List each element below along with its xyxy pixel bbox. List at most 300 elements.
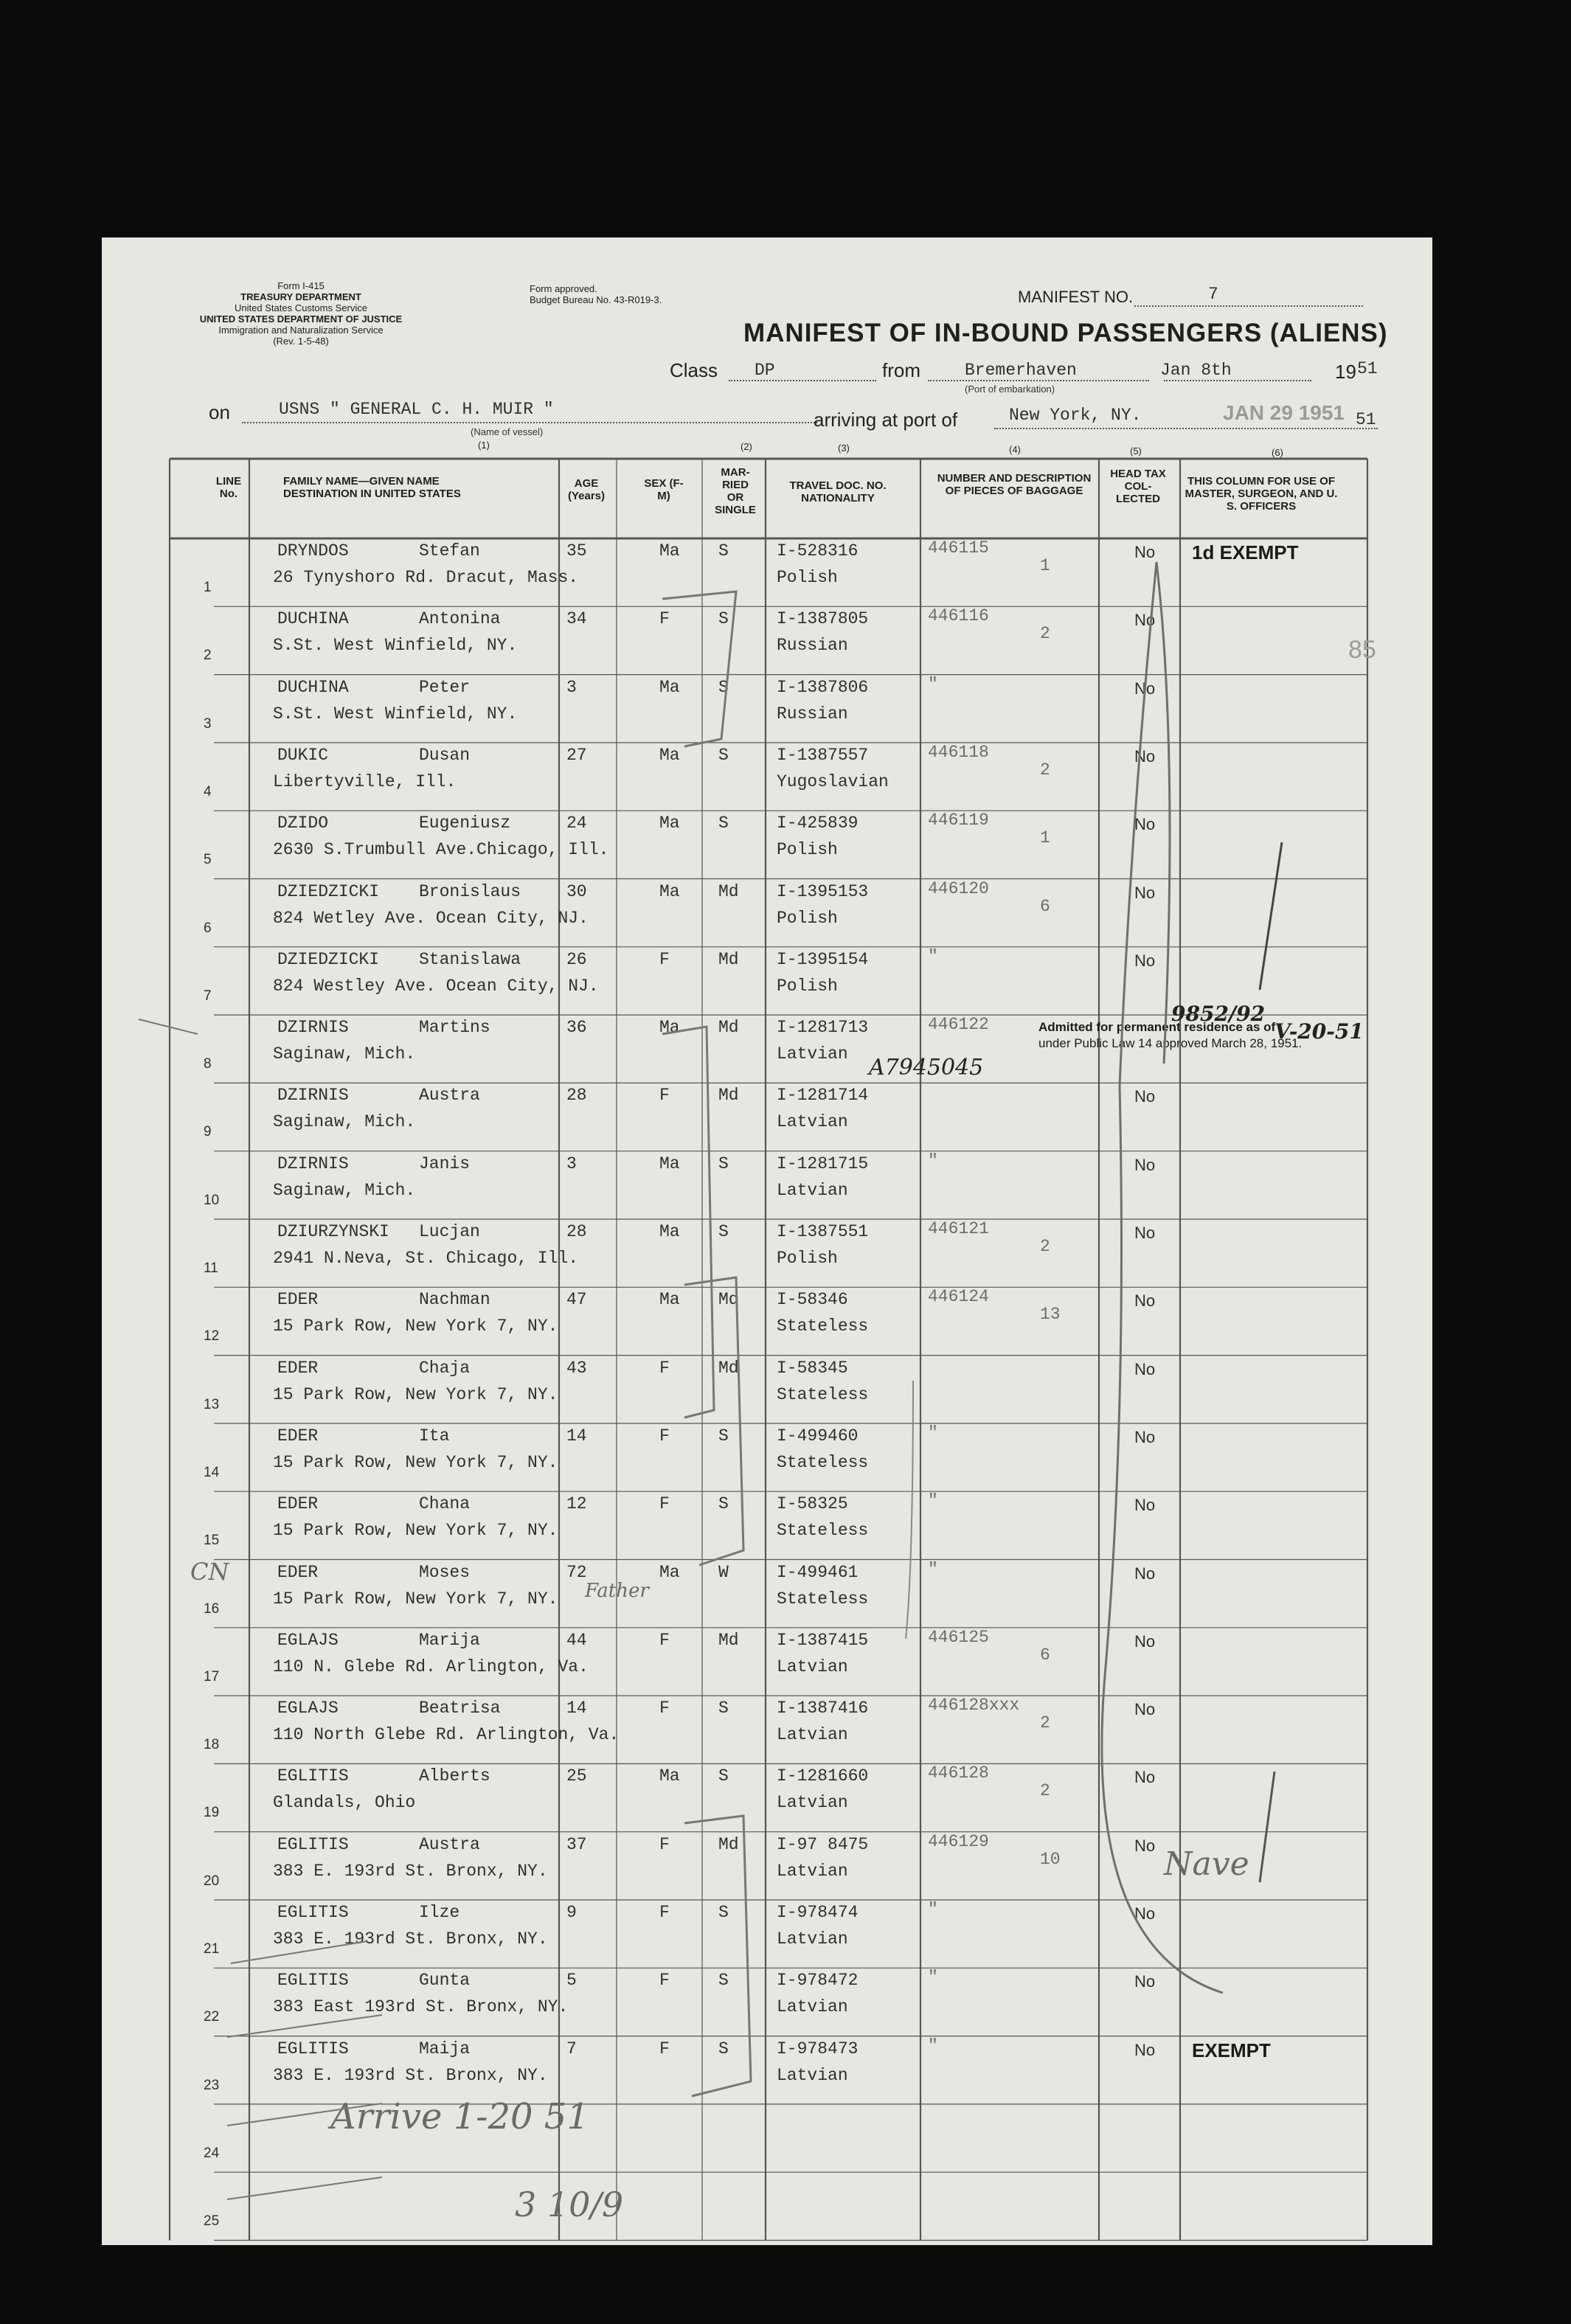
col-header-sex: SEX (F-M) — [644, 477, 684, 502]
nationality: Latvian — [777, 1861, 848, 1881]
baggage-number: " — [928, 2036, 938, 2056]
line-number: 3 — [204, 715, 212, 732]
given-name: Beatrisa — [419, 1699, 501, 1718]
line-number: 16 — [204, 1600, 220, 1617]
line-number: 20 — [204, 1873, 220, 1889]
given-name: Ita — [419, 1426, 450, 1446]
family-name: DZIDO — [277, 814, 329, 833]
baggage-count: 10 — [1040, 1849, 1061, 1869]
sex: Ma — [659, 1766, 680, 1786]
head-tax: No — [1134, 1224, 1156, 1242]
given-name: Janis — [419, 1154, 471, 1173]
destination: Saginaw, Mich. — [273, 1180, 416, 1200]
line-number: 7 — [204, 988, 212, 1004]
age: 5 — [566, 1971, 577, 1991]
baggage-number: " — [928, 1423, 938, 1443]
col-header-married: MAR-RIED OR SINGLE — [715, 466, 756, 516]
head-tax: No — [1134, 1700, 1156, 1719]
baggage-number: 446120 — [928, 878, 989, 898]
line-number: 2 — [204, 648, 212, 664]
line-number: 25 — [204, 2213, 220, 2230]
col-number-2: (2) — [741, 441, 752, 452]
head-tax: No — [1134, 1564, 1156, 1583]
baggage-number: 446119 — [928, 811, 989, 830]
nationality: Latvian — [777, 1793, 848, 1813]
destination: 383 E. 193rd St. Bronx, NY. — [273, 2065, 548, 2085]
sex: Ma — [659, 1018, 680, 1038]
travel-doc-no: I-499461 — [777, 1562, 859, 1582]
destination: 15 Park Row, New York 7, NY. — [273, 1589, 558, 1609]
marital-status: Md — [718, 1086, 739, 1106]
manifest-no-label: MANIFEST NO. — [1018, 288, 1134, 306]
travel-doc-no: I-1387415 — [777, 1630, 869, 1650]
col-number-1: (1) — [478, 440, 490, 451]
col-header-age: AGE (Years) — [567, 477, 606, 502]
sex: Ma — [659, 814, 680, 833]
age: 14 — [566, 1426, 587, 1446]
nationality: Russian — [777, 704, 848, 724]
officer-note: EXEMPT — [1192, 2039, 1271, 2061]
nationality: Latvian — [777, 1112, 848, 1132]
nationality: Polish — [777, 908, 838, 928]
baggage-count: 6 — [1040, 1645, 1050, 1665]
marital-status: S — [718, 1766, 729, 1786]
head-tax: No — [1134, 1496, 1156, 1515]
baggage-count: 6 — [1040, 896, 1050, 916]
sex: F — [659, 1903, 670, 1922]
baggage-number: " — [928, 1491, 938, 1511]
line-number: 8 — [204, 1056, 212, 1072]
nationality: Latvian — [777, 1044, 848, 1064]
nationality: Latvian — [777, 1657, 848, 1676]
travel-doc-no: I-58325 — [777, 1494, 848, 1514]
travel-doc-no: I-978473 — [777, 2039, 859, 2058]
age: 25 — [566, 1766, 587, 1786]
line-number: 21 — [204, 1941, 220, 1957]
vessel-name: USNS " GENERAL C. H. MUIR " — [279, 400, 554, 419]
age: 3 — [566, 1154, 577, 1173]
baggage-number: " — [928, 1559, 938, 1579]
sex: Ma — [659, 881, 680, 901]
nationality: Stateless — [777, 1589, 869, 1609]
head-tax: No — [1134, 1087, 1156, 1106]
class-value: DP — [755, 361, 775, 380]
given-name: Martins — [419, 1018, 490, 1038]
sex: F — [659, 1834, 670, 1854]
baggage-count: 2 — [1040, 760, 1050, 780]
baggage-count: 13 — [1040, 1305, 1061, 1325]
travel-doc-no: I-528316 — [777, 541, 859, 561]
justice-department: UNITED STATES DEPARTMENT OF JUSTICE — [199, 313, 403, 325]
age: 37 — [566, 1834, 587, 1854]
port-embarkation-caption: (Port of embarkation) — [965, 384, 1055, 395]
given-name: Maija — [419, 2039, 471, 2058]
sex: F — [659, 949, 670, 969]
line-number: 12 — [204, 1328, 220, 1345]
marital-status: Md — [718, 949, 739, 969]
marital-status: S — [718, 677, 729, 697]
travel-doc-no: I-1387805 — [777, 609, 869, 629]
given-name: Moses — [419, 1562, 471, 1582]
destination: S.St. West Winfield, NY. — [273, 636, 518, 656]
baggage-number: " — [928, 1968, 938, 1988]
baggage-number: " — [928, 1151, 938, 1170]
family-name: DZIEDZICKI — [277, 949, 380, 969]
head-tax: No — [1134, 543, 1156, 561]
date-value: Jan 8th — [1160, 361, 1232, 380]
col-header-travel-doc: TRAVEL DOC. NO. NATIONALITY — [789, 479, 887, 504]
family-name: DZIRNIS — [277, 1154, 349, 1173]
customs-service: United States Customs Service — [235, 302, 367, 313]
age: 72 — [566, 1562, 587, 1582]
age: 7 — [566, 2039, 577, 2058]
head-tax: No — [1134, 1768, 1156, 1787]
sex: F — [659, 1630, 670, 1650]
arrival-date-stamp: JAN 29 1951 — [1223, 401, 1345, 424]
age: 24 — [566, 814, 587, 833]
nationality: Polish — [777, 840, 838, 860]
arrival-port: New York, NY. — [1009, 406, 1142, 425]
line-number: 15 — [204, 1533, 220, 1549]
family-name: DRYNDOS — [277, 541, 349, 561]
col-number-5: (5) — [1130, 445, 1142, 457]
family-name: EGLITIS — [277, 1903, 349, 1922]
nationality: Latvian — [777, 1725, 848, 1745]
line-number: 24 — [204, 2145, 220, 2161]
baggage-number: 446128 — [928, 1763, 989, 1783]
nationality: Latvian — [777, 1180, 848, 1200]
year-suffix: 51 — [1357, 359, 1378, 378]
age: 30 — [566, 881, 587, 901]
baggage-number: 446125 — [928, 1627, 989, 1647]
family-name: EDER — [277, 1562, 319, 1582]
nationality: Latvian — [777, 2065, 848, 2085]
marital-status: S — [718, 2039, 729, 2058]
marital-status: S — [718, 1154, 729, 1173]
given-name: Bronislaus — [419, 881, 521, 901]
manifest-no-value: 7 — [1208, 285, 1218, 304]
marital-status: Md — [718, 881, 739, 901]
marital-status: S — [718, 1699, 729, 1718]
travel-doc-no: I-1395153 — [777, 881, 869, 901]
head-tax: No — [1134, 611, 1156, 630]
nationality: Stateless — [777, 1521, 869, 1541]
baggage-count: 1 — [1040, 556, 1050, 575]
admitted-stamp-line1: Admitted for permanent residence as of — [1038, 1020, 1276, 1034]
destination: S.St. West Winfield, NY. — [273, 704, 518, 724]
line-number: 9 — [204, 1124, 212, 1140]
head-tax: No — [1134, 1904, 1156, 1923]
pen-strokes — [102, 237, 1432, 2245]
line-number: 13 — [204, 1396, 220, 1412]
destination: 2630 S.Trumbull Ave.Chicago, Ill. — [273, 840, 609, 860]
age: 26 — [566, 949, 587, 969]
age: 44 — [566, 1630, 587, 1650]
nationality: Russian — [777, 636, 848, 656]
marital-status: S — [718, 609, 729, 629]
revision-date: (Rev. 1-5-48) — [273, 336, 329, 347]
age: 28 — [566, 1086, 587, 1106]
marital-status: S — [718, 1494, 729, 1514]
given-name: Alberts — [419, 1766, 490, 1786]
sex: F — [659, 2039, 670, 2058]
destination: Glandals, Ohio — [273, 1793, 416, 1813]
age: 36 — [566, 1018, 587, 1038]
sex: F — [659, 1494, 670, 1514]
baggage-number: " — [928, 1900, 938, 1919]
vessel-caption: (Name of vessel) — [471, 426, 544, 437]
sex: Ma — [659, 677, 680, 697]
age: 35 — [566, 541, 587, 561]
line-number: 23 — [204, 2077, 220, 2093]
line-number: 19 — [204, 1805, 220, 1821]
officer-note: 1d EXEMPT — [1192, 541, 1299, 563]
travel-doc-no: I-97 8475 — [777, 1834, 869, 1854]
line-number: 4 — [204, 783, 212, 799]
baggage-count: 2 — [1040, 1713, 1050, 1733]
given-name: Lucjan — [419, 1222, 480, 1241]
sex: F — [659, 1086, 670, 1106]
age: 14 — [566, 1699, 587, 1718]
age: 3 — [566, 677, 577, 697]
age: 27 — [566, 745, 587, 765]
given-name: Chaja — [419, 1358, 471, 1378]
given-name: Austra — [419, 1834, 480, 1854]
given-name: Dusan — [419, 745, 471, 765]
margin-number: 85 — [1348, 636, 1376, 664]
given-name: Nachman — [419, 1290, 490, 1310]
sex: F — [659, 1971, 670, 1991]
marital-status: W — [718, 1562, 729, 1582]
baggage-number: 446116 — [928, 606, 989, 626]
class-label: Class — [670, 359, 718, 381]
baggage-number: 446121 — [928, 1219, 989, 1238]
destination: 110 N. Glebe Rd. Arlington, Va. — [273, 1657, 589, 1676]
travel-doc-no: I-1281714 — [777, 1086, 869, 1106]
nave-mark: Nave — [1164, 1845, 1249, 1883]
col-header-officers: THIS COLUMN FOR USE OF MASTER, SURGEON, AND U. S. OFFICERS — [1185, 475, 1338, 513]
destination: 383 E. 193rd St. Bronx, NY. — [273, 1861, 548, 1881]
destination: 15 Park Row, New York 7, NY. — [273, 1452, 558, 1472]
nationality: Stateless — [777, 1452, 869, 1472]
age: 28 — [566, 1222, 587, 1241]
age: 9 — [566, 1903, 577, 1922]
marital-status: S — [718, 1903, 729, 1922]
marital-status: Md — [718, 1630, 739, 1650]
given-name: Gunta — [419, 1971, 471, 1991]
travel-doc-no: I-1387416 — [777, 1699, 869, 1718]
family-name: DZIEDZICKI — [277, 881, 380, 901]
family-name: EGLITIS — [277, 1766, 349, 1786]
head-tax: No — [1134, 679, 1156, 698]
marital-status: Md — [718, 1358, 739, 1378]
admitted-stamp-line2: under Public Law 14 approved March 28, 1951. — [1038, 1036, 1303, 1050]
cn-mark: CN — [190, 1558, 229, 1586]
nationality: Latvian — [777, 1929, 848, 1949]
baggage-number: 446124 — [928, 1287, 989, 1307]
col-number-6: (6) — [1272, 447, 1283, 458]
family-name: EDER — [277, 1494, 319, 1514]
age: 47 — [566, 1290, 587, 1310]
destination: 383 E. 193rd St. Bronx, NY. — [273, 1929, 548, 1949]
line-number: 11 — [204, 1260, 218, 1276]
given-name: Antonina — [419, 609, 501, 629]
family-name: EGLITIS — [277, 1834, 349, 1854]
head-tax: No — [1134, 1972, 1156, 1991]
travel-doc-no: I-58346 — [777, 1290, 848, 1310]
given-name: Eugeniusz — [419, 814, 511, 833]
travel-doc-no: I-1387557 — [777, 745, 869, 765]
father-mark: Father — [585, 1580, 649, 1602]
marital-status: Md — [718, 1290, 739, 1310]
baggage-count: 2 — [1040, 624, 1050, 644]
travel-doc-no: I-978472 — [777, 1971, 859, 1991]
travel-doc-no: I-1281660 — [777, 1766, 869, 1786]
family-name: EGLAJS — [277, 1630, 339, 1650]
travel-doc-no: I-1281713 — [777, 1018, 869, 1038]
marital-status: Md — [718, 1018, 739, 1038]
nationality: Latvian — [777, 1997, 848, 2017]
baggage-number: " — [928, 674, 938, 694]
head-tax: No — [1134, 1155, 1156, 1174]
age: 34 — [566, 609, 587, 629]
line-number: 18 — [204, 1737, 220, 1753]
col-number-3: (3) — [838, 443, 850, 454]
destination: 824 Wetley Ave. Ocean City, NJ. — [273, 908, 589, 928]
col-header-line: LINE No. — [215, 475, 242, 500]
nationality: Stateless — [777, 1317, 869, 1336]
head-tax: No — [1134, 1427, 1156, 1446]
given-name: Austra — [419, 1086, 480, 1106]
baggage-number: 446129 — [928, 1831, 989, 1851]
travel-doc-no: I-1395154 — [777, 949, 869, 969]
baggage-number: 446115 — [928, 538, 989, 558]
year-prefix: 19 — [1335, 361, 1356, 383]
count-handwritten: 3 10/9 — [515, 2185, 624, 2224]
sex: Ma — [659, 1222, 680, 1241]
destination: 26 Tynyshoro Rd. Dracut, Mass. — [273, 568, 579, 587]
family-name: DZIRNIS — [277, 1018, 349, 1038]
arrival-handwritten: Arrive 1-20 51 — [330, 2096, 589, 2137]
head-tax: No — [1134, 1359, 1156, 1378]
family-name: DUCHINA — [277, 609, 349, 629]
from-label: from — [882, 359, 920, 381]
travel-doc-no: I-499460 — [777, 1426, 859, 1446]
destination: 15 Park Row, New York 7, NY. — [273, 1521, 558, 1541]
arrival-year: 51 — [1356, 410, 1376, 429]
line-number: 14 — [204, 1464, 220, 1480]
family-name: EGLITIS — [277, 2039, 349, 2058]
nationality: Yugoslavian — [777, 771, 889, 791]
head-tax: No — [1134, 1631, 1156, 1651]
family-name: EDER — [277, 1358, 319, 1378]
sex: Ma — [659, 541, 680, 561]
destination: Libertyville, Ill. — [273, 771, 457, 791]
travel-doc-no: I-425839 — [777, 814, 859, 833]
alien-registration-number: A7945045 — [869, 1055, 984, 1081]
given-name: Marija — [419, 1630, 480, 1650]
sex: F — [659, 609, 670, 629]
line-number: 17 — [204, 1668, 220, 1685]
nationality: Stateless — [777, 1384, 869, 1404]
head-tax: No — [1134, 815, 1156, 834]
marital-status: S — [718, 541, 729, 561]
age: 43 — [566, 1358, 587, 1378]
line-number: 6 — [204, 920, 212, 936]
family-name: DZIURZYNSKI — [277, 1222, 389, 1241]
head-tax: No — [1134, 1291, 1156, 1311]
baggage-number: " — [928, 946, 938, 966]
baggage-count: 1 — [1040, 828, 1050, 848]
family-name: EDER — [277, 1426, 319, 1446]
baggage-number: 446118 — [928, 742, 989, 762]
sex: Ma — [659, 745, 680, 765]
from-value: Bremerhaven — [965, 361, 1077, 380]
admitted-date: V-20-51 — [1275, 1019, 1364, 1044]
col-header-name: FAMILY NAME—GIVEN NAME DESTINATION IN UNITED STATES — [283, 475, 461, 500]
marital-status: S — [718, 1971, 729, 1991]
family-name: EDER — [277, 1290, 319, 1310]
travel-doc-no: I-1387806 — [777, 677, 869, 697]
family-name: DUKIC — [277, 745, 329, 765]
given-name: Peter — [419, 677, 471, 697]
destination: 15 Park Row, New York 7, NY. — [273, 1317, 558, 1336]
family-name: DUCHINA — [277, 677, 349, 697]
marital-status: S — [718, 814, 729, 833]
baggage-number: 446128xxx — [928, 1696, 1020, 1716]
sex: Ma — [659, 1562, 680, 1582]
baggage-count: 2 — [1040, 1237, 1050, 1256]
given-name: Ilze — [419, 1903, 460, 1922]
form-number: Form I-415 — [277, 280, 325, 291]
col-header-head-tax: HEAD TAX COL-LECTED — [1110, 468, 1166, 505]
age: 12 — [566, 1494, 587, 1514]
destination: 383 East 193rd St. Bronx, NY. — [273, 1997, 569, 2017]
line-number: 10 — [204, 1192, 220, 1208]
marital-status: S — [718, 745, 729, 765]
col-header-baggage: NUMBER AND DESCRIPTION OF PIECES OF BAGGAGE — [937, 472, 1092, 497]
nationality: Polish — [777, 976, 838, 996]
sex: F — [659, 1358, 670, 1378]
travel-doc-no: I-1387551 — [777, 1222, 869, 1241]
destination: Saginaw, Mich. — [273, 1112, 416, 1132]
destination: 15 Park Row, New York 7, NY. — [273, 1384, 558, 1404]
sex: Ma — [659, 1154, 680, 1173]
head-tax: No — [1134, 1836, 1156, 1855]
arriving-label: arriving at port of — [814, 409, 958, 431]
family-name: DZIRNIS — [277, 1086, 349, 1106]
head-tax: No — [1134, 883, 1156, 902]
head-tax: No — [1134, 951, 1156, 970]
col-number-4: (4) — [1009, 444, 1021, 455]
marital-status: S — [718, 1222, 729, 1241]
manifest-sheet — [102, 237, 1432, 2245]
sex: F — [659, 1699, 670, 1718]
line-number: 22 — [204, 2009, 220, 2025]
family-name: EGLAJS — [277, 1699, 339, 1718]
travel-doc-no: I-1281715 — [777, 1154, 869, 1173]
baggage-number: 446122 — [928, 1015, 989, 1035]
sex: F — [659, 1426, 670, 1446]
admitted-file-number: 9852/92 — [1171, 1002, 1266, 1026]
family-name: EGLITIS — [277, 1971, 349, 1991]
baggage-count: 2 — [1040, 1781, 1050, 1801]
destination: 824 Westley Ave. Ocean City, NJ. — [273, 976, 599, 996]
marital-status: S — [718, 1426, 729, 1446]
given-name: Stanislawa — [419, 949, 521, 969]
line-number: 1 — [204, 580, 212, 595]
page-title: MANIFEST OF IN-BOUND PASSENGERS (ALIENS) — [743, 319, 1388, 347]
